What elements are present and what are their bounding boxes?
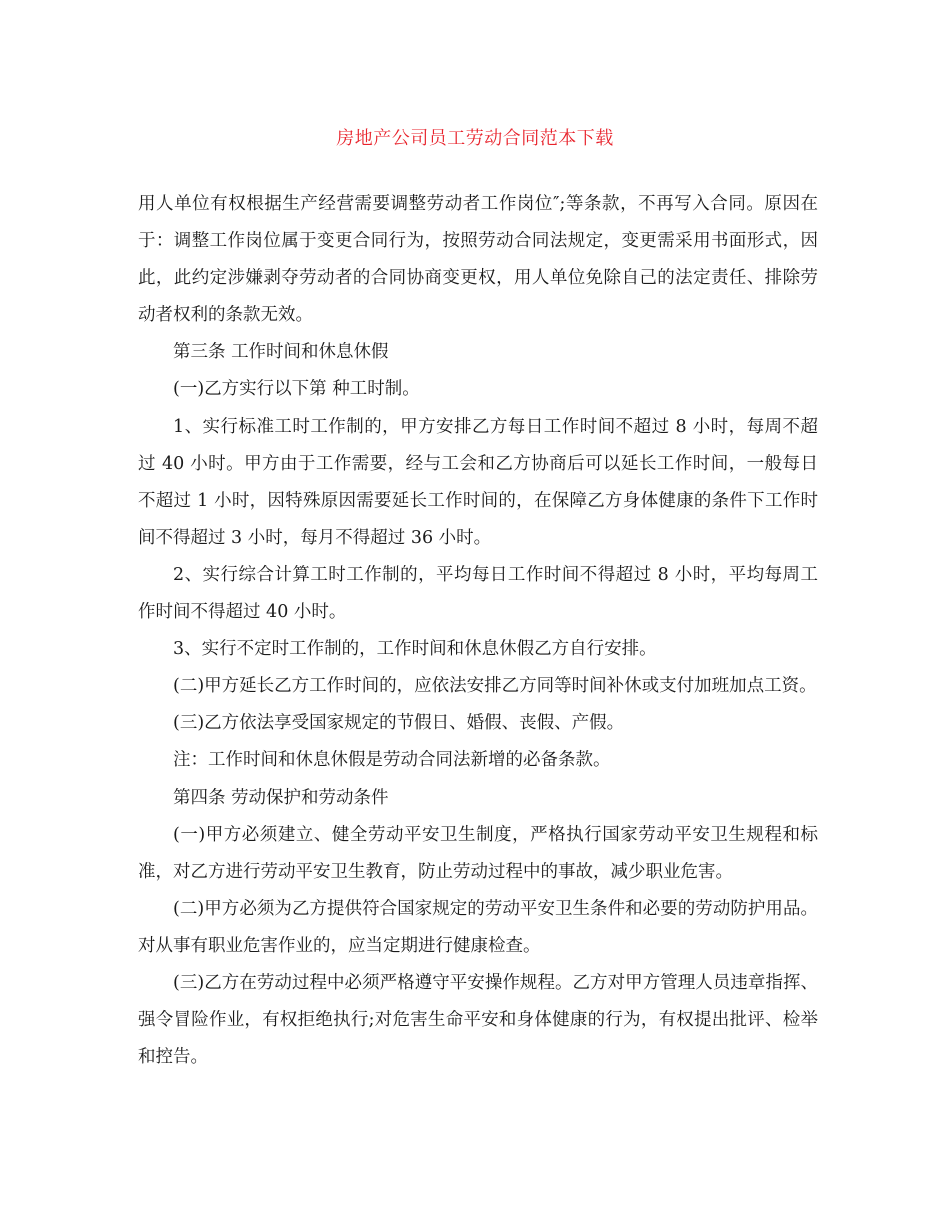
paragraph: (二)甲方必须为乙方提供符合国家规定的劳动平安卫生条件和必要的劳动防护用品。对从事有职业危害作业的，应当定期进行健康检查。: [138, 898, 818, 956]
paragraph-continuation: 用人单位有权根据生产经营需要调整劳动者工作岗位″;等条款，不再写入合同。原因在于：调整工作岗位属于变更合同行为，按照劳动合同法规定，变更需采用书面形式，因此，此约定涉嫌剥夺劳动者的合同协商变更权，用人单位免除自己的法定责任、排除劳动者权利的条款无效。: [138, 194, 818, 326]
document-title: 房地产公司员工劳动合同范本下载: [336, 128, 614, 149]
document-body: [138, 186, 818, 1076]
paragraph: (三)乙方在劳动过程中必须严格遵守平安操作规程。乙方对甲方管理人员违章指挥、强令冒险作业，有权拒绝执行;对危害生命平安和身体健康的行为，有权提出批评、检举和控告。: [138, 972, 818, 1068]
paragraph: (一)甲方必须建立、健全劳动平安卫生制度，严格执行国家劳动平安卫生规程和标准，对乙方进行劳动平安卫生教育，防止劳动过程中的事故，减少职业危害。: [138, 824, 818, 882]
paragraph: (三)乙方依法享受国家规定的节假日、婚假、丧假、产假。: [173, 713, 625, 734]
paragraph: (一)乙方实行以下第 种工时制。: [173, 379, 420, 400]
paragraph: (二)甲方延长乙方工作时间的，应依法安排乙方同等时间补休或支付加班加点工资。: [173, 676, 817, 697]
section-heading-article-4: 第四条 劳动保护和劳动条件: [173, 787, 389, 808]
paragraph: 1、实行标准工时工作制的，甲方安排乙方每日工作时间不超过 8 小时，每周不超过 40 小时。甲方由于工作需要，经与工会和乙方协商后可以延长工作时间，一般每日不超过 1 小时，因特殊原因需要延长工作时间的，在保障乙方身体健康的条件下工作时间不得超过 3 小时，每月不得超过 36 小时。: [138, 416, 818, 548]
note-paragraph: 注：工作时间和休息休假是劳动合同法新增的必备条款。: [173, 750, 611, 771]
paragraph: 3、实行不定时工作制的，工作时间和休息休假乙方自行安排。: [173, 639, 657, 660]
section-heading-article-3: 第三条 工作时间和休息休假: [173, 342, 389, 363]
paragraph: 2、实行综合计算工时工作制的，平均每日工作时间不得超过 8 小时，平均每周工作时间不得超过 40 小时。: [138, 564, 818, 623]
